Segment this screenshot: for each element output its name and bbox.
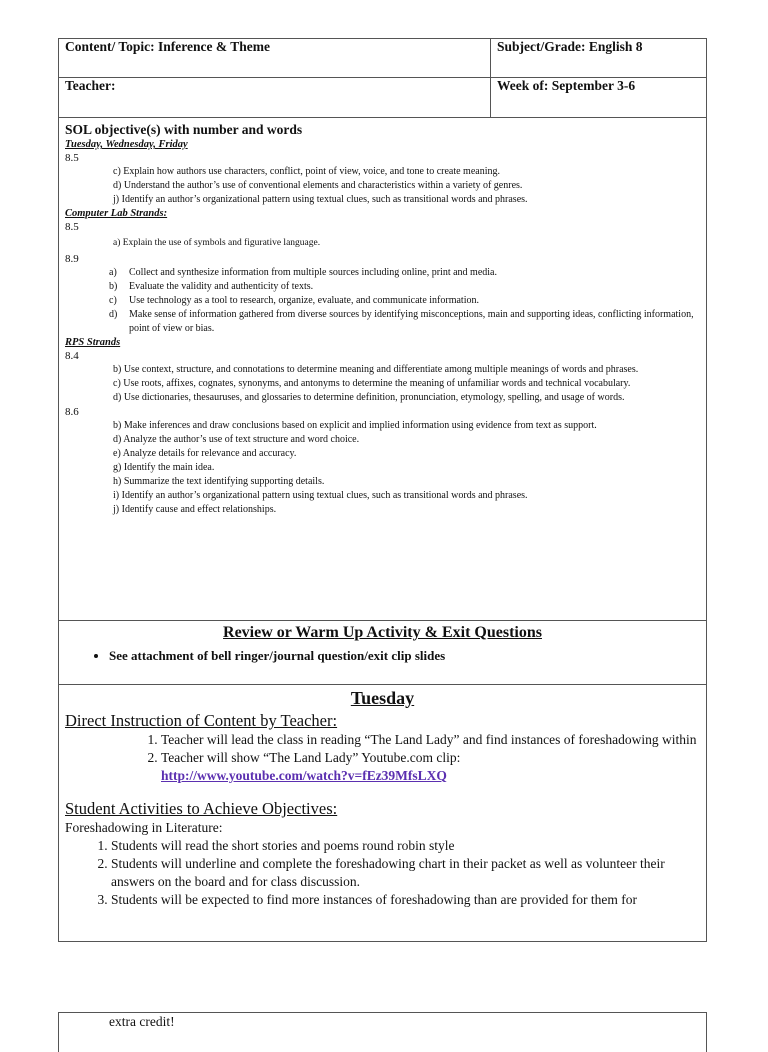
week-cell: Week of: September 3-6 <box>497 78 636 93</box>
spacer <box>65 785 700 799</box>
youtube-link[interactable]: http://www.youtube.com/watch?v=fEz39MfsLXQ <box>161 768 447 783</box>
direct-instruction-title: Direct Instruction of Content by Teacher: <box>65 711 338 730</box>
instruction-item: 2. Teacher will show “The Land Lady” Youtube.com clip: http://www.youtube.com/watch?v=fEz39MfsLXQ <box>161 749 700 785</box>
direct-instruction-list <box>65 731 700 785</box>
sol-item: c) Use technology as a tool to research, organize, evaluate, and communicate information. <box>109 295 479 306</box>
review-list <box>59 648 706 664</box>
subject-cell: Subject/Grade: English 8 <box>497 39 643 54</box>
review-bullet: • See attachment of bell ringer/journal question/exit clip slides <box>109 648 706 664</box>
sol-number: 8.6 <box>65 406 79 418</box>
sol-item: g) Identify the main idea. <box>113 462 215 473</box>
continued-table <box>58 1012 707 1052</box>
sol-item: b) Evaluate the validity and authenticity of texts. <box>109 281 314 292</box>
sol-item: i) Identify an author’s organizational pattern using textual clues, such as transitional words and phrases. <box>113 490 528 501</box>
sol-number: 8.5 <box>65 221 79 233</box>
sol-number: 8.5 <box>65 152 79 164</box>
sol-item: j) Identify cause and effect relationships. <box>113 504 277 515</box>
sol-list <box>65 266 700 336</box>
sol-item: d) Understand the author’s use of conventional elements and characteristics within a variety of genres. <box>113 180 523 191</box>
sol-item: a) Collect and synthesize information from multiple sources including online, print and media. <box>109 267 497 278</box>
sol-item: a) Explain the use of symbols and figurative language. <box>113 238 321 248</box>
lesson-plan-table <box>58 38 707 942</box>
sol-item: b) Make inferences and draw conclusions based on explicit and implied information using evidence from text as support. <box>113 420 597 431</box>
review-section <box>59 621 706 685</box>
sol-number: 8.9 <box>65 253 79 265</box>
header-row-topic <box>59 39 706 78</box>
activity-item: 2. Students will underline and complete the foreshadowing chart in their packet as well as volunteer their answers on the board and for class discussion. <box>111 855 700 891</box>
sol-item: h) Summarize the text identifying supporting details. <box>113 476 325 487</box>
student-activities-title: Student Activities to Achieve Objectives: <box>65 799 338 818</box>
sol-item: b) Use context, structure, and connotations to determine meaning and differentiate among multiple meanings of words and phrases. <box>113 364 639 375</box>
strand-days: Tuesday, Wednesday, Friday <box>65 139 188 150</box>
sol-item: d) Analyze the author’s use of text structure and word choice. <box>113 434 360 445</box>
review-title: Review or Warm Up Activity & Exit Questions <box>223 624 542 641</box>
instruction-item: 1. Teacher will lead the class in reading “The Land Lady” and find instances of foreshadowing within <box>161 731 700 749</box>
header-row-teacher <box>59 78 706 118</box>
tuesday-section <box>59 685 706 943</box>
sol-number: 8.4 <box>65 350 79 362</box>
continued-text: extra credit! <box>109 1014 175 1029</box>
activities-subtitle: Foreshadowing in Literature: <box>65 820 223 835</box>
tuesday-title: Tuesday <box>350 688 415 708</box>
sol-item: c) Explain how authors use characters, conflict, point of view, voice, and tone to create meaning. <box>113 166 500 177</box>
activity-item: 1. Students will read the short stories and poems round robin style <box>111 837 700 855</box>
sol-item: c) Use roots, affixes, cognates, synonyms, and antonyms to determine the meaning of unfamiliar words and technical vocabulary. <box>113 378 631 389</box>
activity-item: 3. Students will be expected to find more instances of foreshadowing than are provided for them for <box>111 891 700 909</box>
teacher-cell: Teacher: <box>59 78 491 117</box>
topic-cell: Content/ Topic: Inference & Theme <box>59 39 491 77</box>
sol-item: d) Use dictionaries, thesauruses, and glossaries to determine definition, pronunciation, etymology, spelling, and usage of words. <box>113 392 625 403</box>
sol-objectives-section <box>59 118 706 621</box>
activities-list <box>65 837 700 909</box>
sol-title: SOL objective(s) with number and words <box>65 122 303 137</box>
sol-item: e) Analyze details for relevance and accuracy. <box>113 448 297 459</box>
sol-item: j) Identify an author’s organizational pattern using textual clues, such as transitional words and phrases. <box>113 194 528 205</box>
sol-item: d) Make sense of information gathered from diverse sources by identifying misconceptions, main and supporting ideas, conflicting information, point of view or bias. <box>109 309 694 334</box>
strand-computer-lab: Computer Lab Strands: <box>65 208 168 219</box>
strand-rps: RPS Strands <box>65 337 121 348</box>
